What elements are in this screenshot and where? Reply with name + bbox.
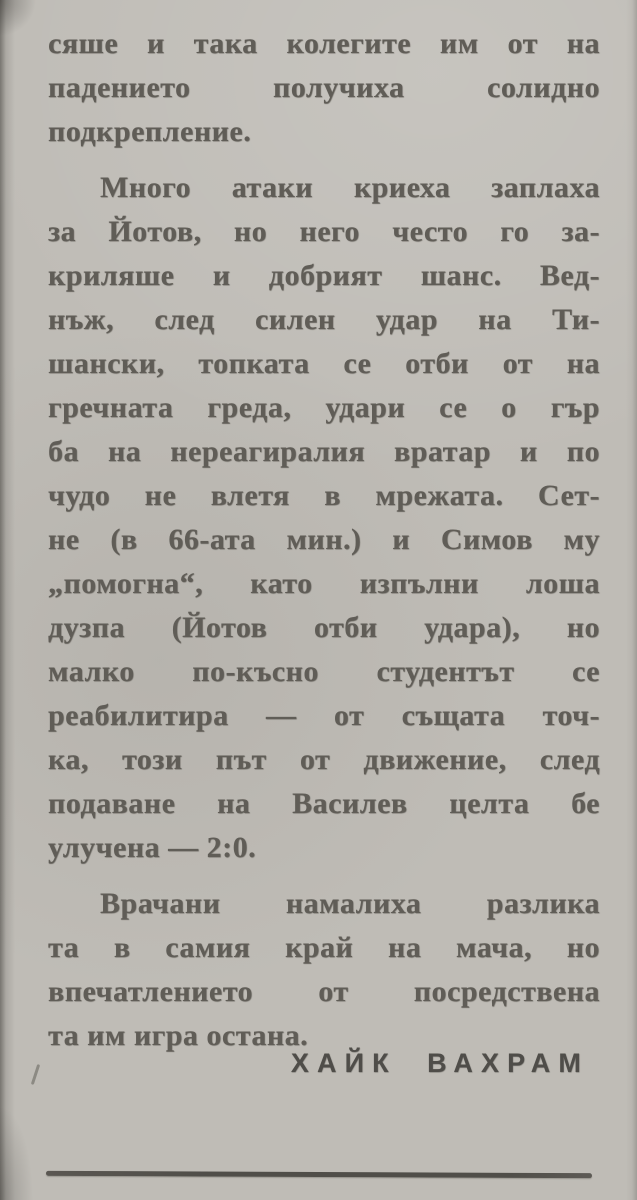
article-line: за Йотов, но него често го за-	[48, 215, 600, 248]
article-line: криляше и добрият шанс. Вед-	[48, 259, 600, 292]
article-line: впечатлението от посредствена	[48, 975, 600, 1008]
bottom-rule	[46, 1171, 592, 1178]
article-line: „помогна“, като изпълни лоша	[48, 567, 600, 600]
article-line: та в самия край на мача, но	[48, 931, 600, 964]
paragraph	[48, 22, 600, 154]
article-line: гречната греда, удари се о гър	[48, 391, 600, 424]
byline: ХАЙК ВАХРАМ	[290, 1048, 589, 1078]
article-line: шански, топката се отби от на	[48, 347, 600, 380]
article-line: не (в 66-ата мин.) и Симов му	[48, 523, 600, 556]
article-line: чудо не влетя в мрежата. Сет-	[48, 479, 600, 512]
article-line: сяше и така колегите им от на	[48, 27, 600, 60]
article-line: улучена — 2:0.	[48, 831, 257, 864]
article-line: подкрепление.	[48, 115, 252, 148]
article-line: подаване на Василев целта бе	[48, 787, 600, 820]
article-line: та им игра остана.	[48, 1019, 309, 1052]
article-line: ба на нереагиралия вратар и по	[48, 435, 600, 468]
paragraph	[48, 166, 600, 870]
article-line: нъж, след силен удар на Ти-	[48, 303, 600, 336]
article-column	[48, 22, 600, 1070]
article-line: Врачани намалиха разлика	[100, 887, 600, 920]
paragraph	[48, 882, 600, 1058]
article-line: реабилитира — от същата точ-	[48, 699, 600, 732]
article-line: малко по-късно студентът се	[48, 655, 600, 688]
article-line: ка, този път от движение, след	[48, 743, 600, 776]
article-line: дузпа (Йотов отби удара), но	[48, 611, 600, 644]
article-line: Много атаки криеха заплаха	[100, 171, 600, 204]
article-line: падението получиха солидно	[48, 71, 600, 104]
